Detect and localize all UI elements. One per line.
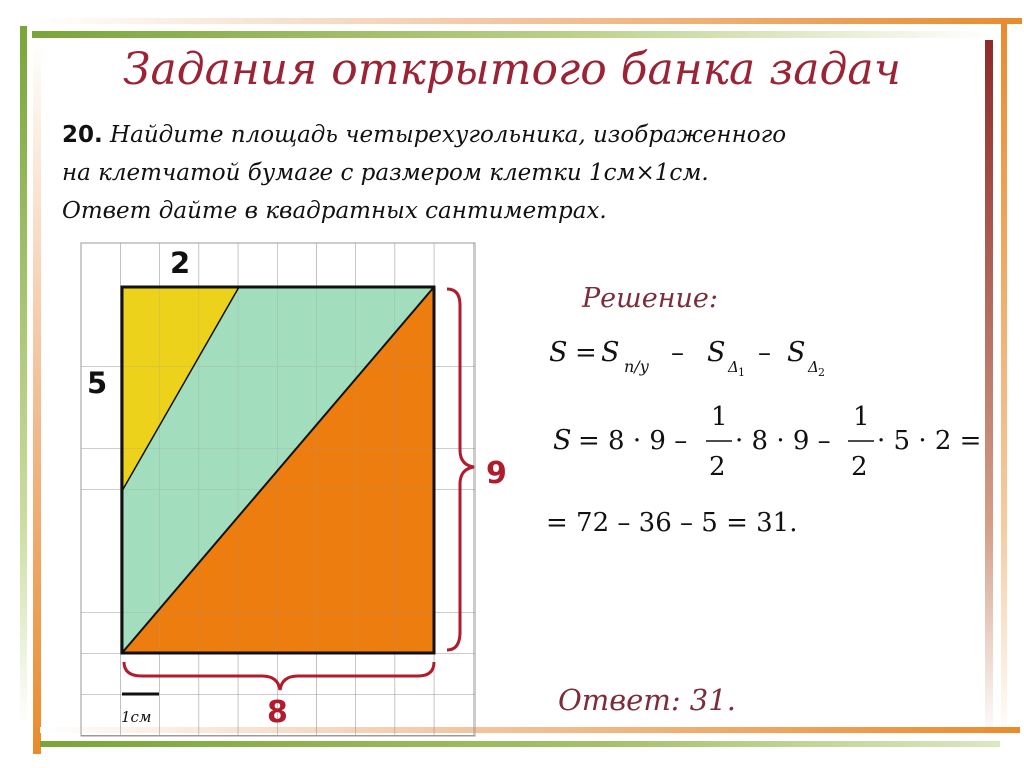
slide-title: Задания открытого банка задач [123, 44, 901, 95]
formula-line-1 [549, 337, 825, 379]
formula-line-2 [553, 402, 981, 482]
label-width-8: 8 [267, 695, 288, 730]
svg-text:1: 1 [738, 366, 745, 379]
answer-text: Ответ: 31. [558, 683, 736, 717]
svg-text:· 8 · 9 –: · 8 · 9 – [735, 426, 831, 456]
svg-text:= 8 · 9 –: = 8 · 9 – [578, 426, 688, 456]
label-left-5: 5 [87, 366, 108, 400]
svg-text:=: = [575, 338, 597, 368]
svg-text:Δ: Δ [728, 358, 739, 376]
svg-text:1: 1 [711, 402, 728, 432]
label-height-9: 9 [486, 456, 507, 491]
svg-text:–: – [671, 338, 684, 368]
svg-text:S: S [787, 337, 806, 368]
svg-text:S: S [553, 425, 572, 456]
svg-text:2: 2 [709, 452, 726, 482]
svg-text:S: S [601, 337, 620, 368]
svg-text:–: – [758, 338, 771, 368]
task-line-3: Ответ дайте в квадратных сантиметрах. [62, 198, 607, 224]
svg-text:1: 1 [853, 402, 870, 432]
svg-text:· 5 · 2 =: · 5 · 2 = [877, 426, 982, 456]
svg-text:Δ: Δ [808, 358, 819, 376]
task-line-1: 20. Найдите площадь четырехугольника, изображенного [62, 122, 787, 148]
svg-text:2: 2 [818, 366, 825, 379]
solution-label: Решение: [582, 283, 718, 314]
task-number: 20. [62, 122, 103, 148]
unit-label: 1см [121, 708, 152, 726]
task-line-2: на клетчатой бумаге с размером клетки 1см×1см. [62, 160, 709, 186]
label-top-2: 2 [170, 246, 191, 280]
svg-text:п/у: п/у [624, 357, 649, 376]
svg-text:S: S [707, 337, 726, 368]
svg-text:S: S [549, 337, 568, 368]
svg-text:2: 2 [851, 452, 868, 482]
formula-line-3: = 72 – 36 – 5 = 31. [546, 508, 798, 538]
